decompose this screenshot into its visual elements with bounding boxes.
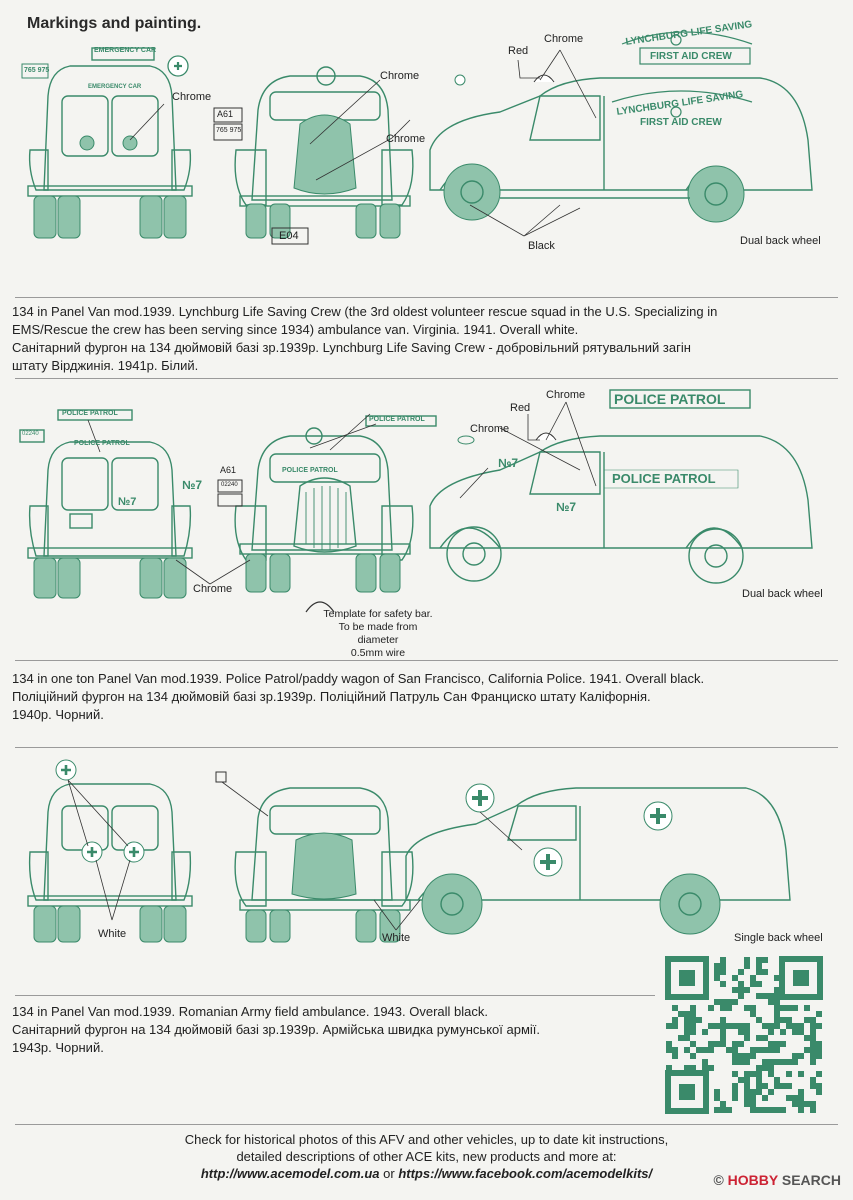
qr-module [762, 1095, 768, 1101]
marking-no7-side: №7 [556, 500, 577, 514]
van1-rear-view [22, 48, 192, 238]
qr-module [756, 1083, 762, 1089]
qr-module [744, 1101, 750, 1107]
qr-module [738, 987, 744, 993]
qr-module [720, 963, 726, 969]
footer-line: detailed descriptions of other ACE kits, new products and more at: [236, 1149, 617, 1164]
qr-module [744, 1083, 750, 1089]
marking-police-side-top: POLICE PATROL [614, 391, 726, 407]
callout-red: Red [508, 45, 529, 57]
qr-module [732, 1095, 738, 1101]
qr-module [774, 1083, 780, 1089]
marking-firstaid-top: FIRST AID CREW [650, 51, 732, 62]
watermark-brand: HOBBY [727, 1172, 778, 1188]
marking-police-rear-top: POLICE PATROL [62, 410, 118, 417]
template-line: To be made from diameter [338, 621, 418, 646]
qr-module [768, 1089, 774, 1095]
qr-module [768, 993, 774, 999]
qr-module [810, 1083, 816, 1089]
qr-module [768, 1071, 774, 1077]
qr-module [750, 1101, 756, 1107]
qr-module [816, 1083, 822, 1089]
section2-description [12, 670, 842, 724]
qr-module [732, 1083, 738, 1089]
qr-module [750, 1095, 756, 1101]
qr-module [762, 1059, 768, 1065]
qr-module [756, 957, 762, 963]
qr-module [720, 1107, 726, 1113]
marking-firstaid-side: FIRST AID CREW [640, 117, 722, 128]
separator [15, 378, 838, 379]
callout-chrome-side: Chrome [546, 389, 586, 401]
qr-module [756, 969, 762, 975]
marking-plate-front: 02240 [221, 482, 238, 488]
qr-module [810, 1101, 816, 1107]
desc-line: 1943р. Чорний. [12, 1040, 104, 1055]
qr-module [798, 1107, 804, 1113]
qr-module [750, 1107, 756, 1113]
separator [15, 297, 838, 298]
qr-module [756, 1077, 762, 1083]
qr-module [792, 1095, 798, 1101]
qr-module [756, 1065, 762, 1071]
qr-module [744, 1071, 750, 1077]
template-note [318, 608, 438, 660]
van3-side-view [406, 784, 790, 934]
van3-front-view [216, 772, 413, 942]
footer-line: Check for historical photos of this AFV and other vehicles, up to date kit instructions, [184, 1132, 669, 1147]
template-line: Template for safety bar. [323, 608, 433, 620]
qr-module [774, 1059, 780, 1065]
separator [15, 660, 838, 661]
van1-side-view [430, 32, 812, 222]
callout-chrome-bumper: Chrome [193, 583, 233, 595]
link-facebook[interactable]: https://www.facebook.com/acemodelkits/ [398, 1166, 653, 1181]
qr-module [750, 981, 756, 987]
callout-white-rear: White [98, 928, 127, 940]
qr-module [780, 1083, 786, 1089]
qr-module [780, 1107, 786, 1113]
callout-single-wheel: Single back wheel [734, 932, 823, 944]
separator [15, 1124, 838, 1125]
qr-module [792, 1101, 798, 1107]
qr-module [768, 1065, 774, 1071]
qr-module [756, 981, 762, 987]
qr-module [744, 987, 750, 993]
qr-module [756, 993, 762, 999]
qr-module [810, 1107, 816, 1113]
callout-dual-wheel: Dual back wheel [740, 235, 821, 247]
qr-module [798, 1089, 804, 1095]
qr-module [726, 1107, 732, 1113]
footer-or: or [379, 1166, 399, 1181]
qr-module [762, 1107, 768, 1113]
qr-module [780, 1059, 786, 1065]
separator [15, 995, 655, 996]
marking-lynchburg-top: LYNCHBURG LIFE SAVING [624, 19, 753, 48]
separator [15, 747, 838, 748]
callout-chrome-rear: Chrome [172, 91, 212, 103]
qr-module [816, 1089, 822, 1095]
qr-module [732, 1071, 738, 1077]
qr-module [762, 969, 768, 975]
qr-module [756, 1089, 762, 1095]
van2-front-view [218, 416, 436, 612]
qr-module [768, 1107, 774, 1113]
van2-rear-view [20, 410, 192, 598]
desc-line: Поліційний фургон на 134 дюймовій базі зр.1939р. Поліційний Патруль Сан Франциско штату Каліфорнія. [12, 689, 651, 704]
qr-module [774, 1107, 780, 1113]
watermark-rest: SEARCH [777, 1172, 841, 1188]
qr-module [720, 1101, 726, 1107]
marking-lynchburg-side: LYNCHBURG LIFE SAVING [615, 89, 744, 118]
qr-module [714, 969, 720, 975]
desc-line: Санітарний фургон на 134 дюймовій базі зр.1939р. Lynchburg Life Saving Crew - добровільний рятувальний загін [12, 340, 691, 355]
marking-plate: 765 975 [24, 67, 50, 74]
qr-module [738, 1077, 744, 1083]
qr-module [762, 993, 768, 999]
marking-emergency-car-rear: EMERGENCY CAR [88, 84, 142, 90]
qr-module [732, 1059, 738, 1065]
qr-module [756, 963, 762, 969]
qr-module [744, 1089, 750, 1095]
qr-module [732, 975, 738, 981]
marking-a61: A61 [220, 465, 237, 475]
qr-module [810, 1059, 816, 1065]
qr-module [762, 1065, 768, 1071]
qr-module [816, 1071, 822, 1077]
qr-module [744, 1059, 750, 1065]
van3-rear-view [28, 760, 192, 942]
callout-chrome-side-2: Chrome [470, 423, 510, 435]
marking-police-side: POLICE PATROL [612, 471, 716, 486]
section1-description [12, 303, 842, 375]
marking-no7-rear: №7 [118, 496, 137, 508]
van2-side-view [430, 390, 812, 583]
qr-module [732, 1089, 738, 1095]
qr-module [762, 957, 768, 963]
qr-module [720, 957, 726, 963]
page-title: Markings and painting. [27, 15, 202, 32]
callout-white-front: White [382, 932, 411, 944]
desc-line: штату Вірджинія. 1941р. Білий. [12, 358, 199, 373]
qr-module [702, 1059, 708, 1065]
qr-module [786, 1095, 792, 1101]
desc-line: EMS/Rescue the crew has been serving since 1934) ambulance van. Virginia. 1941. Overall white. [12, 322, 579, 337]
callout-black: Black [528, 240, 555, 252]
qr-module [786, 1071, 792, 1077]
qr-module [786, 1083, 792, 1089]
qr-module [762, 1083, 768, 1089]
qr-module [714, 1089, 720, 1095]
callout-chrome-front: Chrome [380, 70, 420, 82]
qr-module [714, 1107, 720, 1113]
qr-module [792, 1059, 798, 1065]
desc-line: 134 in one ton Panel Van mod.1939. Police Patrol/paddy wagon of San Francisco, California Police. 1941. Overall black. [12, 671, 705, 686]
qr-module [804, 1101, 810, 1107]
desc-line: 134 in Panel Van mod.1939. Lynchburg Life Saving Crew (the 3rd oldest volunteer rescue squad in the U.S. Specializing in [12, 304, 718, 319]
marking-emergency-car: EMERGENCY CAR [94, 47, 157, 54]
marking-police-rear: POLICE PATROL [74, 440, 130, 447]
qr-module [798, 1071, 804, 1077]
qr-module [744, 1095, 750, 1101]
section3-description [12, 1003, 842, 1057]
qr-module [786, 1059, 792, 1065]
qr-module [768, 1059, 774, 1065]
marking-police-front-top: POLICE PATROL [369, 416, 425, 423]
qr-module [750, 1089, 756, 1095]
qr-module [738, 1059, 744, 1065]
marking-police-front: POLICE PATROL [282, 467, 338, 474]
qr-module [810, 1077, 816, 1083]
callout-dual-wheel: Dual back wheel [742, 588, 823, 600]
qr-module [720, 981, 726, 987]
qr-module [798, 1101, 804, 1107]
qr-module [720, 969, 726, 975]
desc-line: 1940р. Чорний. [12, 707, 104, 722]
callout-red: Red [510, 402, 531, 414]
van1-front-view [214, 67, 413, 244]
watermark [713, 1172, 841, 1188]
qr-module [750, 975, 756, 981]
qr-module [738, 993, 744, 999]
qr-module [798, 1095, 804, 1101]
qr-module [738, 969, 744, 975]
marking-no7-side-top: №7 [498, 456, 519, 470]
desc-line: 134 in Panel Van mod.1939. Romanian Army field ambulance. 1943. Overall black. [12, 1004, 488, 1019]
marking-e04: E04 [279, 230, 299, 242]
desc-line: Санітарний фургон на 134 дюймовій базі зр.1939р. Армійська швидка румунської армії. [12, 1022, 540, 1037]
qr-module [750, 1071, 756, 1077]
qr-module [738, 981, 744, 987]
qr-module [756, 1071, 762, 1077]
qr-module [744, 963, 750, 969]
watermark-prefix: © [713, 1172, 728, 1188]
qr-module [756, 1107, 762, 1113]
qr-module [714, 1095, 720, 1101]
qr-module [732, 987, 738, 993]
marking-a61: A61 [217, 109, 234, 119]
marking-plate-front: 765 975 [216, 127, 242, 134]
marking-plate-rear: 02240 [22, 431, 39, 437]
callout-chrome-side: Chrome [544, 33, 584, 45]
qr-module [774, 1077, 780, 1083]
callout-chrome-front-2: Chrome [386, 133, 426, 145]
qr-module [714, 963, 720, 969]
qr-module [714, 975, 720, 981]
template-line: 0.5mm wire [350, 647, 406, 659]
marking-no7-front: №7 [182, 478, 203, 492]
qr-module [744, 957, 750, 963]
qr-module [744, 1077, 750, 1083]
link-acemodel[interactable]: http://www.acemodel.com.ua [200, 1166, 380, 1181]
